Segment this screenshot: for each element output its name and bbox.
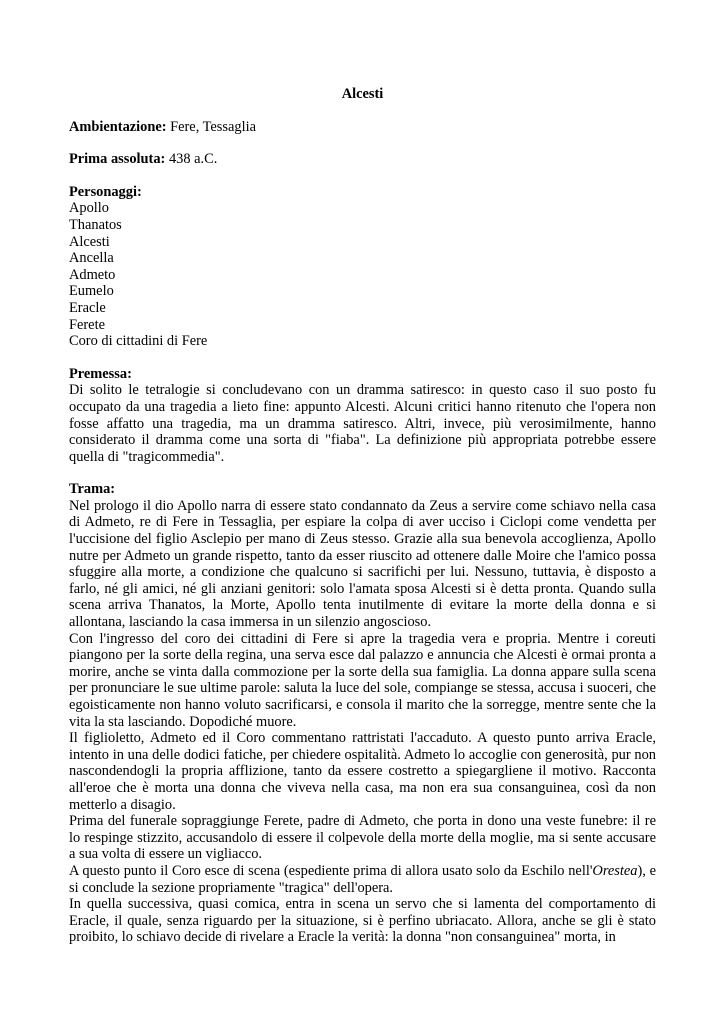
- ambientazione-value: Fere, Tessaglia: [166, 118, 256, 135]
- premessa-section: [69, 366, 656, 466]
- prima-assoluta-value: 438 a.C.: [165, 151, 218, 168]
- trama-paragraph: Con l'ingresso del coro dei cittadini di Fere si apre la tragedia vera e propria. Mentre i coreuti piangono per la sorte della regina, una serva esce dal palazzo e annuncia che Alcesti è ormai pronta a morire, anche se vinta dalla commozione per la sorte della sua famiglia. La donna appare sulla scena per pronunciare le sue ultime parole: saluta la luce del sole, compiange se stessa, accusa i suoceri, che egoisticamente non hanno voluto sacrificarsi, e consola il marito che la sorregge, mentre sente che la vita la sta lasciando. Dopodiché muore.: [69, 630, 656, 730]
- trama-paragraph: Prima del funerale sopraggiunge Ferete, padre di Admeto, che porta in dono una veste funebre: il re lo respinge stizzito, accusandolo di essere il colpevole della morte della moglie, ma si sente accusare a sua volta di essere un vigliacco.: [69, 813, 656, 863]
- document-title: Alcesti: [341, 86, 384, 102]
- ambientazione-line: [69, 119, 656, 136]
- character-list-item: Alcesti: [69, 233, 110, 250]
- orestea-title: Orestea: [592, 862, 638, 879]
- trama-paragraph: In quella successiva, quasi comica, entra in scena un servo che si lamenta del comportamento di Eracle, il quale, senza riguardo per la situazione, si è perfino ubriacato. Allora, anche se gli è stato proibito, lo schiavo decide di rivelare a Eracle la verità: la donna "non consanguinea" morta, in: [69, 896, 656, 946]
- character-list-item: Apollo: [69, 200, 109, 217]
- trama-paragraph: [69, 863, 656, 896]
- character-list-item: Thanatos: [69, 216, 122, 233]
- character-list-item: Ancella: [69, 250, 114, 267]
- premessa-paragraph: Di solito le tetralogie si concludevano con un dramma satiresco: in questo caso il suo posto fu occupato da una tragedia a lieto fine: appunto Alcesti. Alcuni critici hanno ritenuto che l'opera non fosse affatto una tragedia, ma un dramma satiresco. Altri, invece, più verosimilmente, hanno considerato il dramma come una sorta di "fiaba". La definizione più appropriata potrebbe essere quella di "tragicommedia".: [69, 382, 656, 465]
- personaggi-heading: Personaggi:: [69, 183, 142, 200]
- character-list-item: Eumelo: [69, 283, 114, 300]
- character-list-item: Eracle: [69, 299, 106, 316]
- prima-assoluta-line: [69, 151, 656, 168]
- trama-heading: Trama:: [69, 481, 116, 498]
- ambientazione-label: Ambientazione:: [69, 118, 167, 135]
- premessa-heading: Premessa:: [69, 365, 132, 382]
- personaggi-section: [69, 184, 656, 350]
- character-list-item: Ferete: [69, 316, 105, 333]
- document-page: [69, 86, 656, 962]
- character-list-item: Coro di cittadini di Fere: [69, 333, 208, 350]
- character-list-item: Admeto: [69, 266, 116, 283]
- trama-text: ), e si conclude la sezione propriamente "tragica" dell'opera.: [69, 862, 657, 896]
- trama-text: A questo punto il Coro esce di scena (espediente prima di allora usato solo da Eschilo nell': [69, 862, 593, 879]
- trama-paragraph: Nel prologo il dio Apollo narra di essere stato condannato da Zeus a servire come schiavo nella casa di Admeto, re di Fere in Tessaglia, per espiare la colpa di aver ucciso i Ciclopi come vendetta per l'uccisione del figlio Asclepio per mano di Zeus stesso. Grazie alla sua benevola accoglienza, Apollo nutre per Admeto un grande rispetto, tanto da esser riuscito ad ottenere dalle Moire che l'amico possa sfuggire alla morte, a condizione che qualcuno si sacrifichi per lui. Nessuno, tuttavia, è disposto a farlo, né gli amici, né gli anziani genitori: solo l'amata sposa Alcesti si è detta pronta. Quando sulla scena arriva Thanatos, la Morte, Apollo tenta inutilmente di evitare la morte della donna e si allontana, lasciando la casa immersa in un silenzio angoscioso.: [69, 497, 656, 631]
- prima-assoluta-label: Prima assoluta:: [69, 151, 166, 168]
- trama-section: [69, 481, 656, 946]
- trama-paragraph: Il figlioletto, Admeto ed il Coro commentano rattristati l'accaduto. A questo punto arriva Eracle, intento in una delle dodici fatiche, per chiedere ospitalità. Admeto lo accoglie con generosità, pur non nascondendogli la propria afflizione, tanto da essere costretto a spiegargliene il motivo. Racconta all'eroe che è morta una donna che viveva nella casa, ma non era sua consanguinea, così da non metterlo a disagio.: [69, 730, 656, 813]
